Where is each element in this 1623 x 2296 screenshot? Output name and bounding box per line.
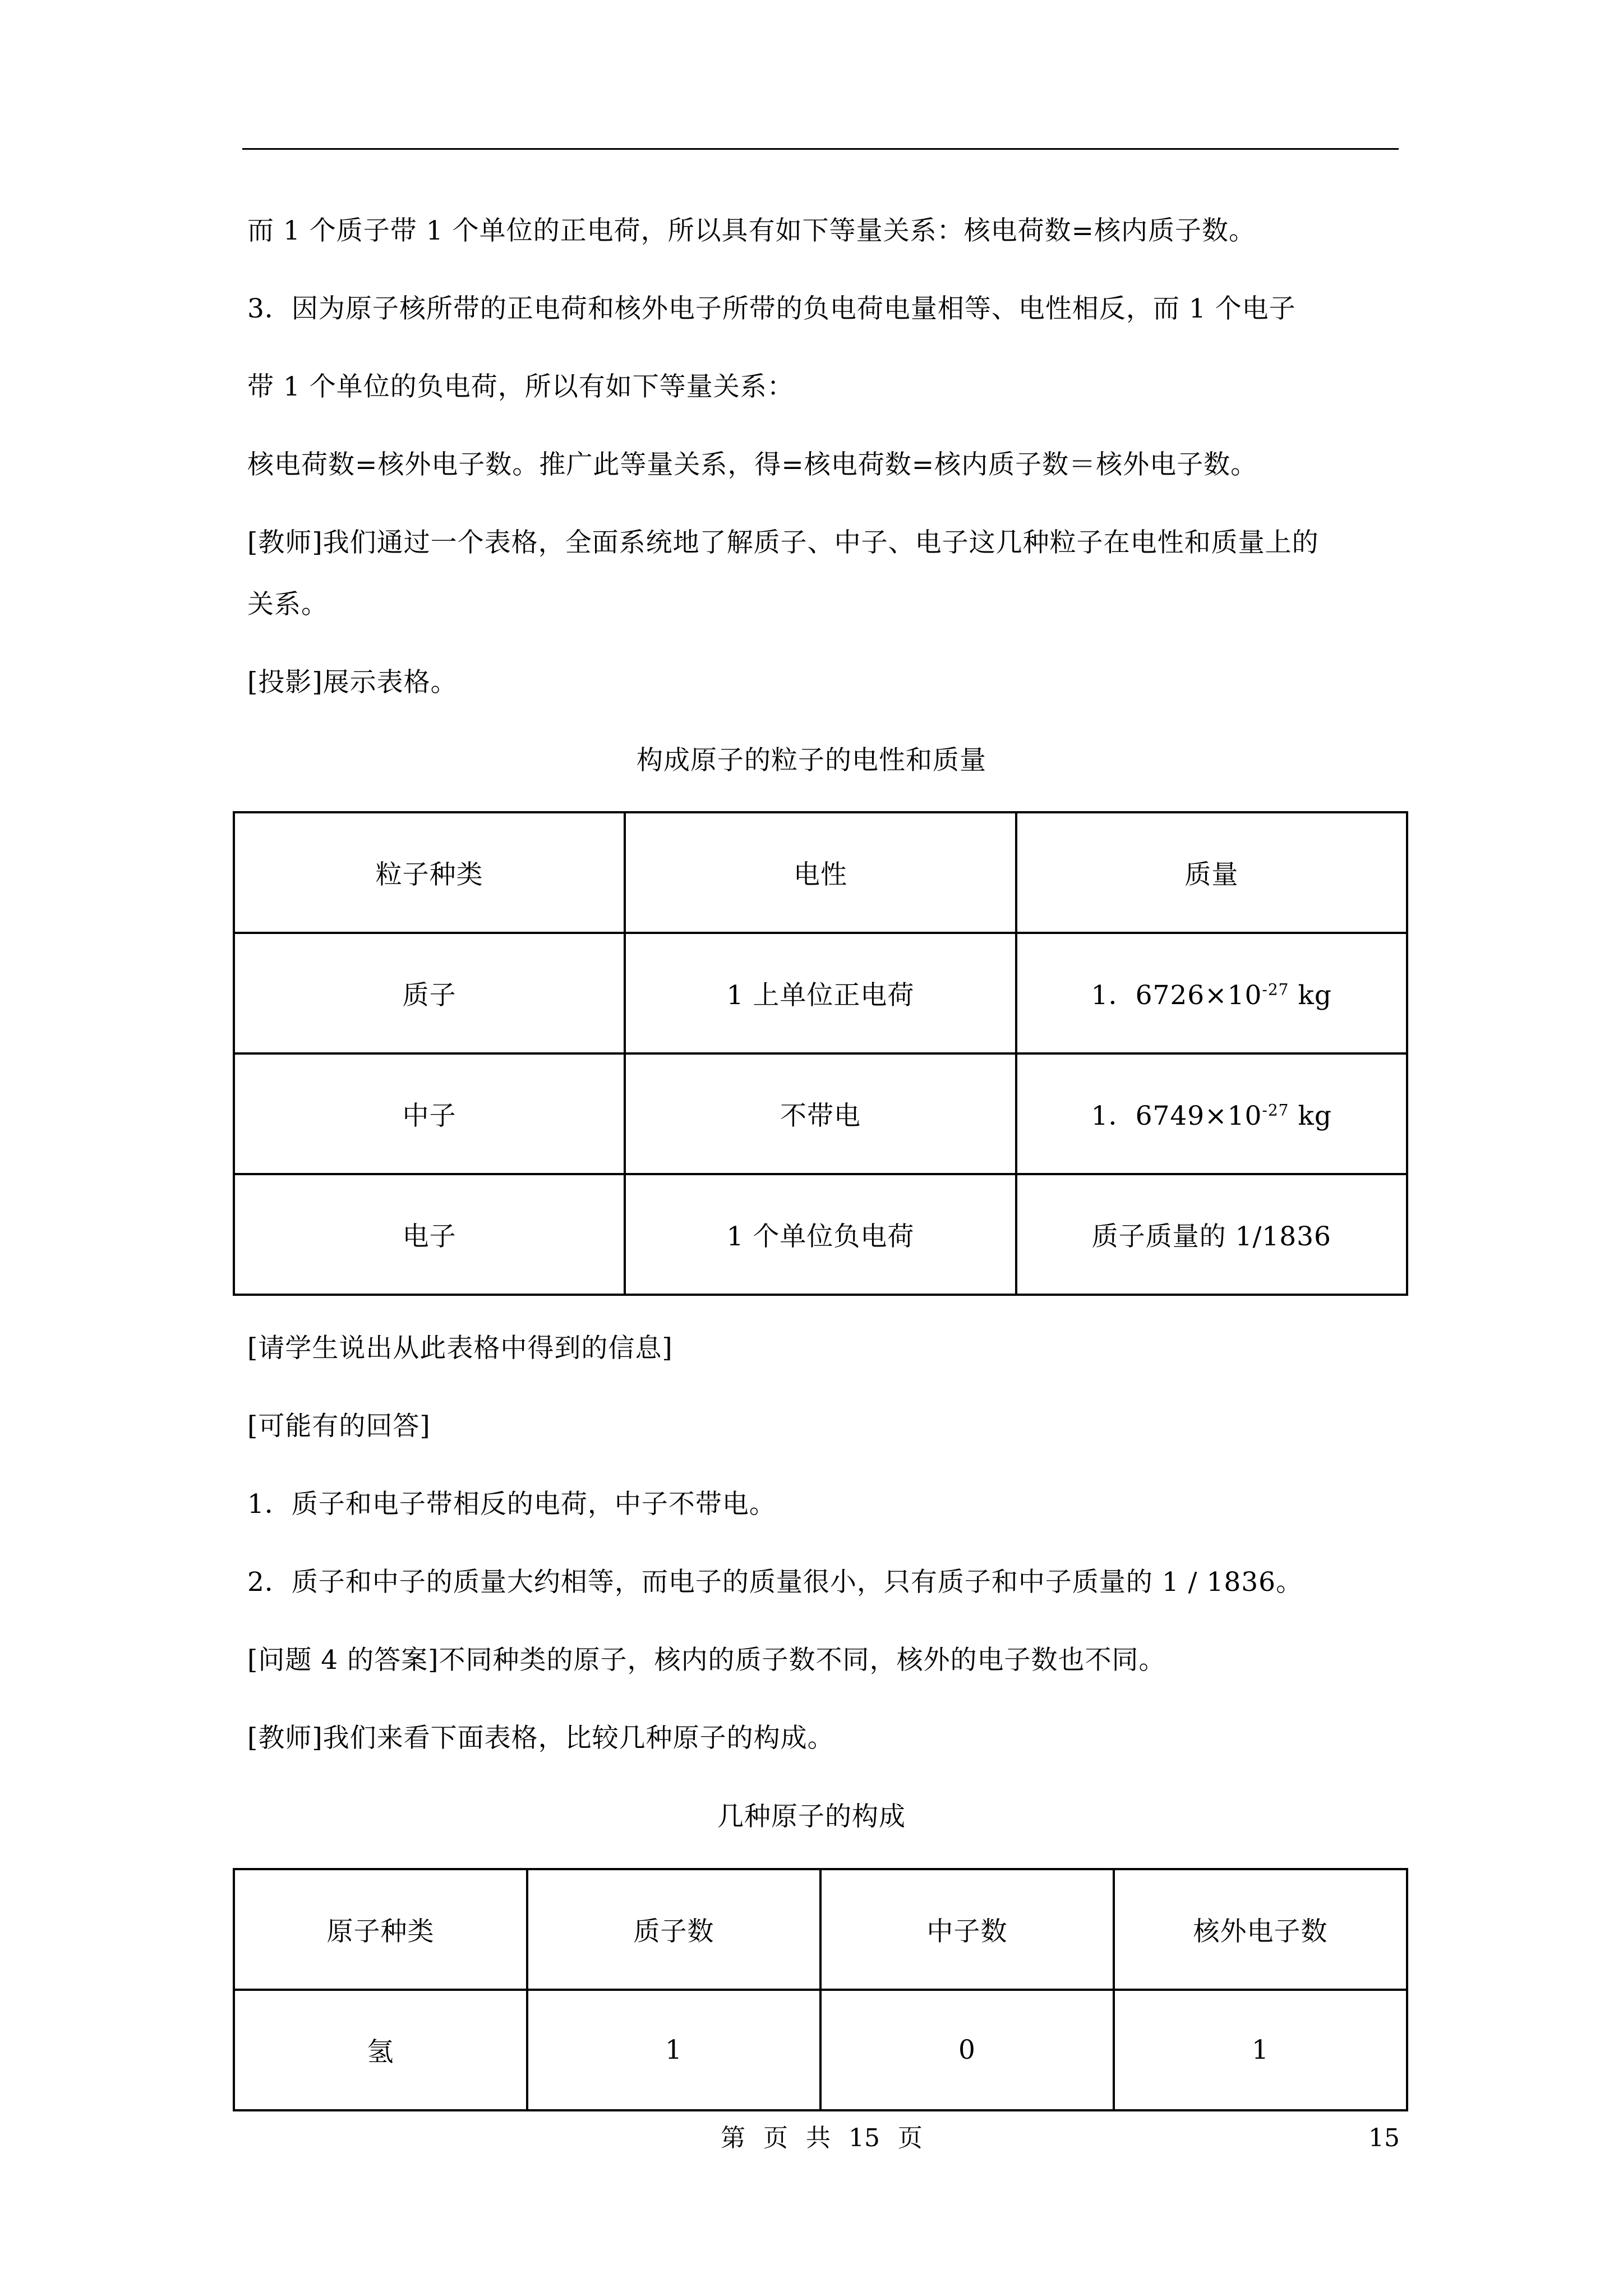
body-line: 而 1 个质子带 1 个单位的正电荷，所以具有如下等量关系：核电荷数=核内质子数。 xyxy=(247,215,1256,246)
particle-charge-cell: 1 上单位正电荷 xyxy=(625,933,1016,1053)
proton-count-cell: 1 xyxy=(527,1990,820,2110)
body-line: [投影]展示表格。 xyxy=(247,667,458,698)
page-footer-text: 第 页 共 15 页 xyxy=(721,2124,923,2152)
body-line: 带 1 个单位的负电荷，所以有如下等量关系： xyxy=(247,371,794,402)
atom-name-cell: 氢 xyxy=(234,1990,527,2110)
particle-name-cell: 质子 xyxy=(234,933,625,1053)
body-line: [教师]我们通过一个表格，全面系统地了解质子、中子、电子这几种粒子在电性和质量上的 xyxy=(247,527,1319,558)
table-header-row xyxy=(234,1869,1407,1990)
body-line: 关系。 xyxy=(247,589,328,620)
particle-charge-cell: 1 个单位负电荷 xyxy=(625,1174,1016,1295)
particle-name-cell: 电子 xyxy=(234,1174,625,1295)
mass-exponent: -27 xyxy=(1262,980,1289,999)
mass-value: 1．6726×10 xyxy=(1091,980,1262,1011)
particle-properties-table xyxy=(233,811,1408,1296)
table-header-row xyxy=(234,812,1407,933)
table-row xyxy=(234,1990,1407,2110)
particle-mass-cell xyxy=(1016,933,1407,1053)
table-header-cell: 质子数 xyxy=(527,1869,820,1990)
mass-value: 1．6749×10 xyxy=(1091,1101,1262,1131)
body-line: 1．质子和电子带相反的电荷，中子不带电。 xyxy=(247,1489,776,1520)
table-header-cell: 电性 xyxy=(625,812,1016,933)
table-header-cell: 核外电子数 xyxy=(1114,1869,1407,1990)
page-number: 15 xyxy=(1368,2124,1400,2152)
particle-name-cell: 中子 xyxy=(234,1053,625,1174)
body-line: [教师]我们来看下面表格，比较几种原子的构成。 xyxy=(247,1723,834,1754)
table2-caption: 几种原子的构成 xyxy=(717,1801,906,1832)
electron-count-cell: 1 xyxy=(1114,1990,1407,2110)
table-row xyxy=(234,933,1407,1053)
table1-caption: 构成原子的粒子的电性和质量 xyxy=(637,745,986,776)
mass-unit: kg xyxy=(1289,1101,1332,1131)
body-line: 2．质子和中子的质量大约相等，而电子的质量很小，只有质子和中子质量的 1 / 1836。 xyxy=(247,1567,1303,1598)
body-line: 3．因为原子核所带的正电荷和核外电子所带的负电荷电量相等、电性相反，而 1 个电子 xyxy=(247,293,1296,324)
body-line: [请学生说出从此表格中得到的信息] xyxy=(247,1333,673,1364)
mass-exponent: -27 xyxy=(1262,1101,1289,1120)
body-line: [问题 4 的答案]不同种类的原子，核内的质子数不同，核外的电子数也不同。 xyxy=(247,1645,1166,1676)
table-header-cell: 原子种类 xyxy=(234,1869,527,1990)
neutron-count-cell: 0 xyxy=(820,1990,1114,2110)
body-line: 核电荷数=核外电子数。推广此等量关系，得=核电荷数=核内质子数＝核外电子数。 xyxy=(247,449,1258,480)
body-line: [可能有的回答] xyxy=(247,1411,431,1442)
table-header-cell: 中子数 xyxy=(820,1869,1114,1990)
header-rule xyxy=(242,148,1399,150)
mass-unit: kg xyxy=(1289,980,1332,1011)
particle-charge-cell: 不带电 xyxy=(625,1053,1016,1174)
table-header-cell: 粒子种类 xyxy=(234,812,625,933)
table-row xyxy=(234,1053,1407,1174)
atom-composition-table xyxy=(233,1868,1408,2111)
particle-mass-cell xyxy=(1016,1053,1407,1174)
table-header-cell: 质量 xyxy=(1016,812,1407,933)
particle-mass-cell xyxy=(1016,1174,1407,1295)
table-row xyxy=(234,1174,1407,1295)
mass-value: 质子质量的 1/1836 xyxy=(1091,1221,1331,1252)
